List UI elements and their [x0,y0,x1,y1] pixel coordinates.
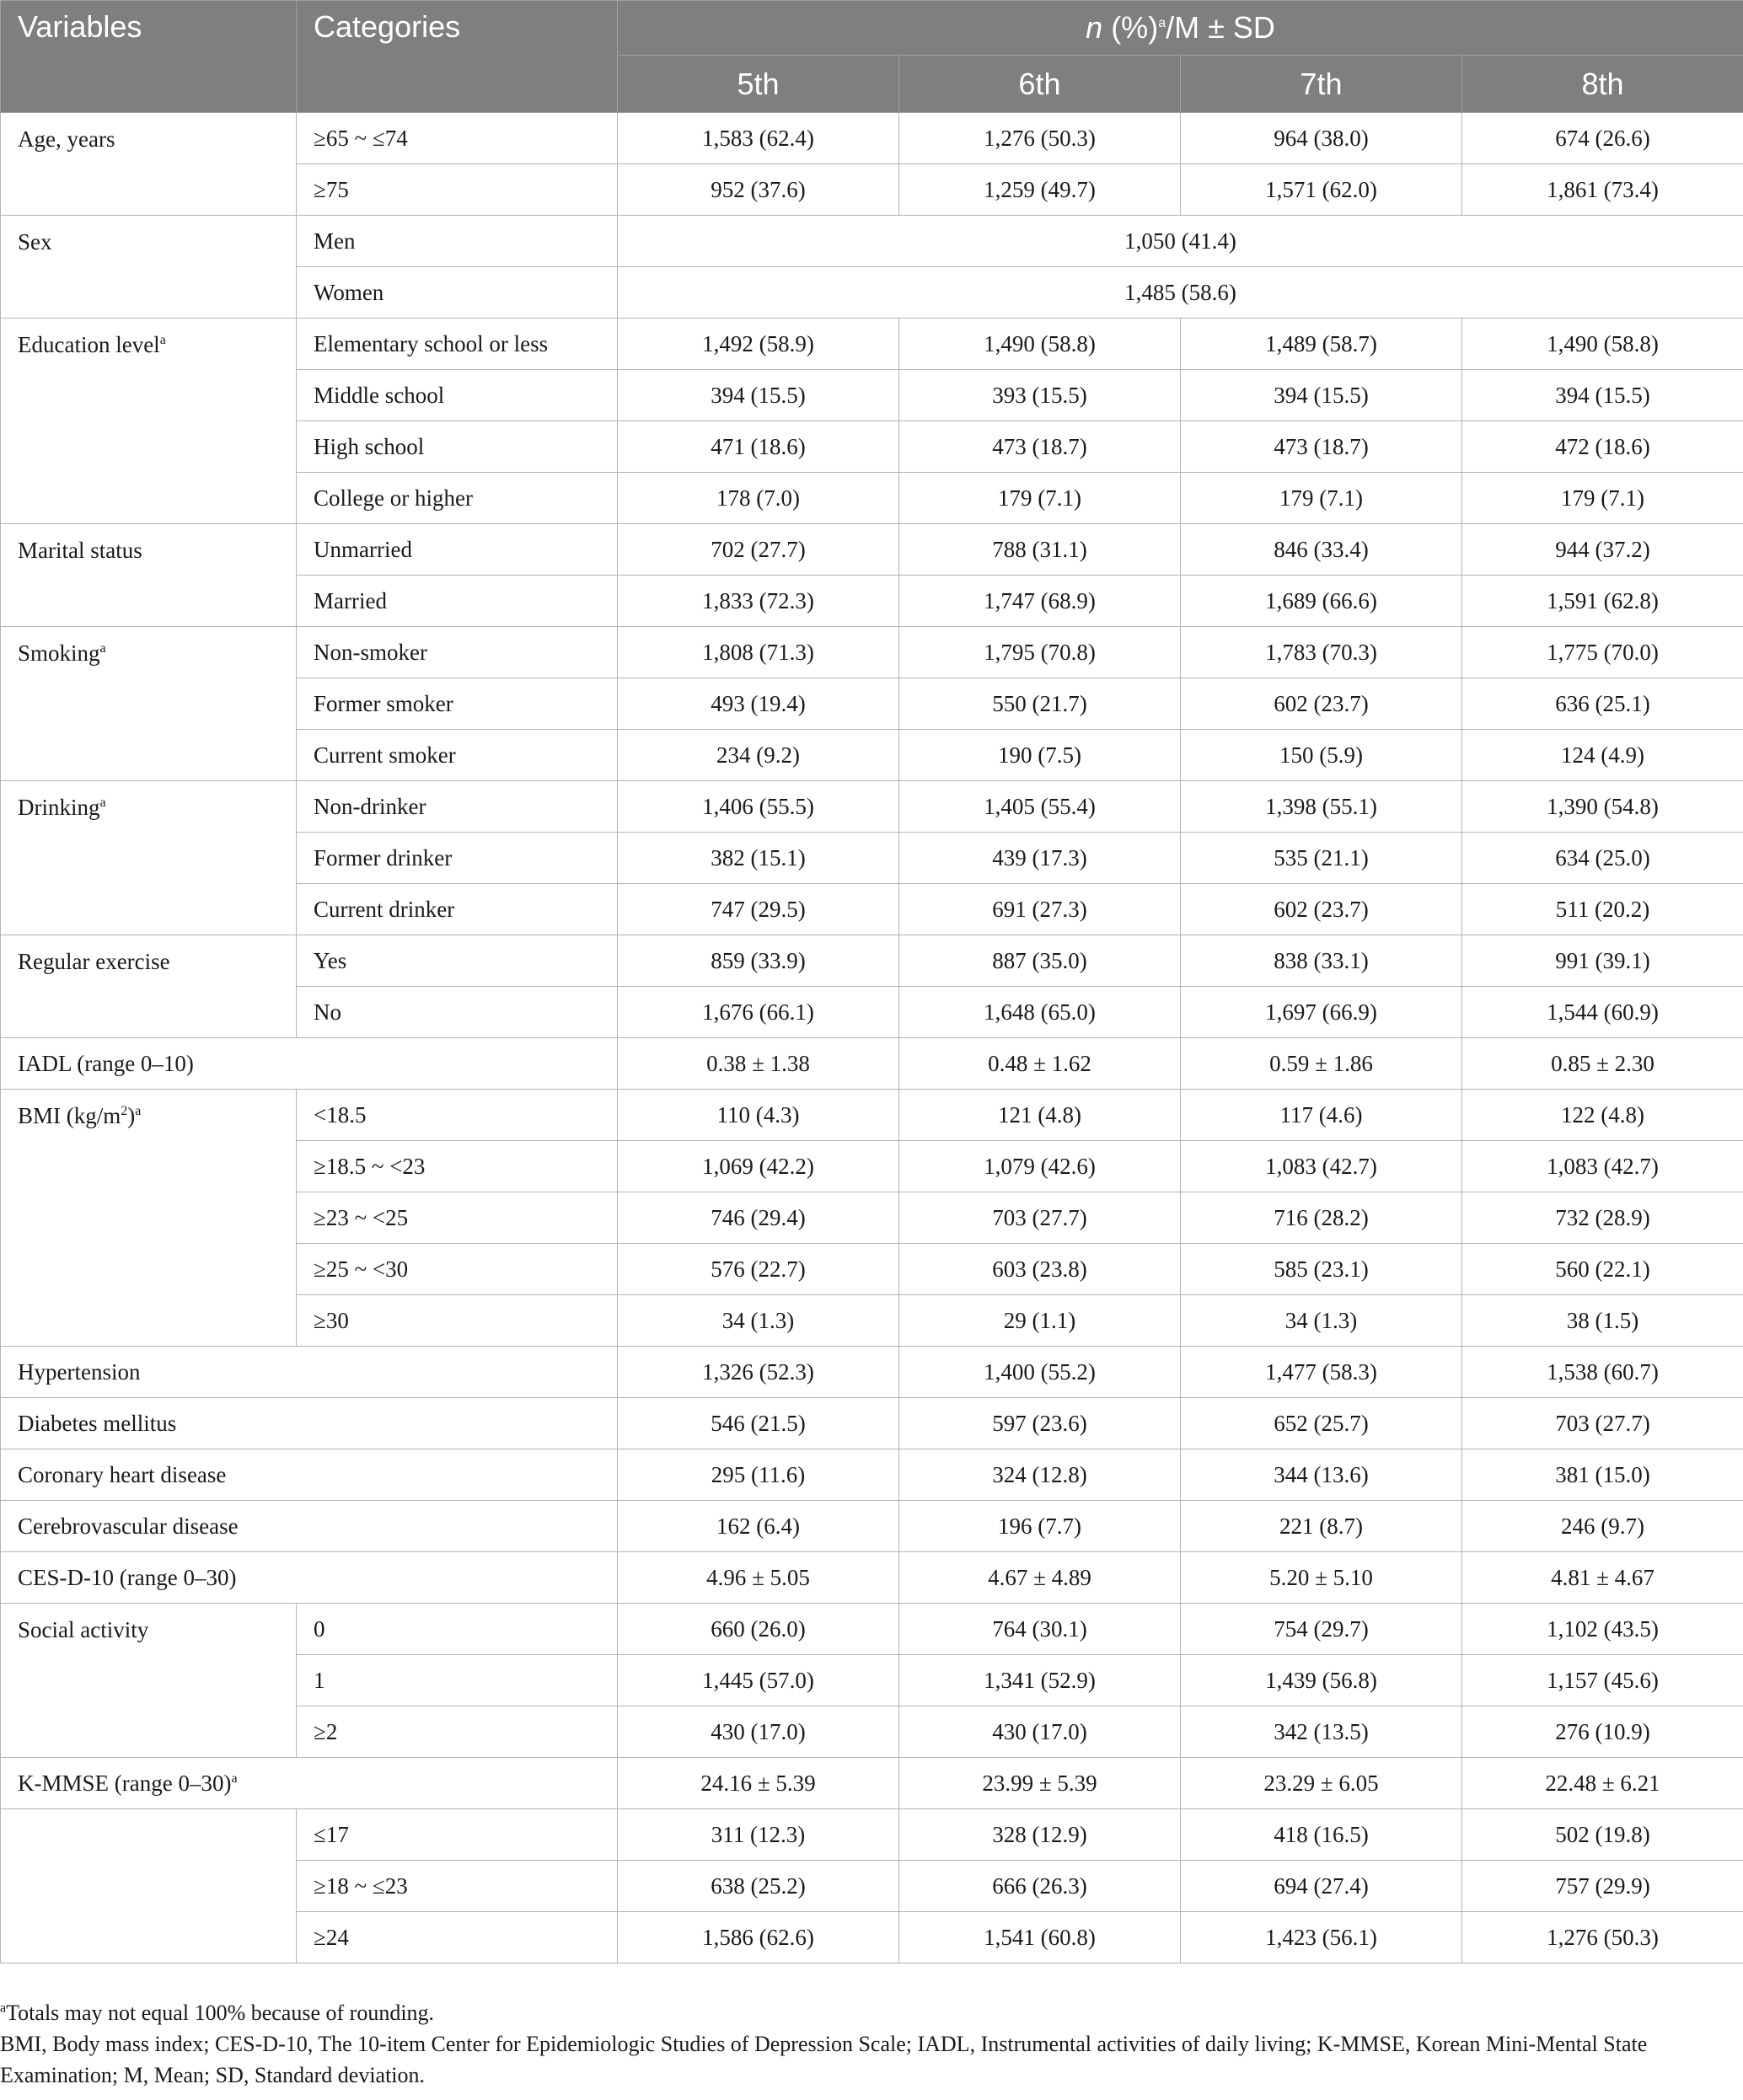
header-wave-5th: 5th [618,56,899,113]
value-cell: 1,445 (57.0) [618,1655,899,1706]
value-cell: 1,069 (42.2) [618,1141,899,1192]
value-cell: 1,861 (73.4) [1462,164,1743,216]
footnote [0,1997,1711,2028]
value-cell: 311 (12.3) [618,1809,899,1861]
value-cell: 4.96 ± 5.05 [618,1552,899,1604]
value-cell: 328 (12.9) [899,1809,1181,1861]
table-row [1,1758,1743,1809]
value-cell: 1,583 (62.4) [618,113,899,164]
table-header [1,1,1743,113]
value-cell-all-waves: 1,050 (41.4) [618,216,1743,267]
value-cell: 1,676 (66.1) [618,987,899,1038]
variable-cell [1,781,297,935]
value-cell: 1,795 (70.8) [899,627,1181,678]
value-cell: 1,689 (66.6) [1181,576,1462,627]
category-cell: Non-drinker [297,781,618,833]
variable-label: Hypertension [18,1358,141,1385]
value-cell: 1,398 (55.1) [1181,781,1462,833]
value-cell: 1,492 (58.9) [618,319,899,370]
value-cell: 1,586 (62.6) [618,1912,899,1963]
category-cell: ≥25 ~ <30 [297,1244,618,1295]
value-cell: 190 (7.5) [899,730,1181,781]
variable-label: Coronary heart disease [18,1461,227,1487]
table-row [1,1552,1743,1604]
value-cell: 0.38 ± 1.38 [618,1038,899,1090]
value-cell: 732 (28.9) [1462,1192,1743,1244]
variable-cell [1,1038,618,1090]
value-cell: 1,747 (68.9) [899,576,1181,627]
table-row [1,113,1743,164]
variable-label-tail: ) [127,1103,136,1128]
value-cell: 493 (19.4) [618,678,899,730]
value-cell: 757 (29.9) [1462,1861,1743,1912]
category-cell: College or higher [297,473,618,524]
variable-cell [1,319,297,524]
value-cell: 473 (18.7) [1181,421,1462,473]
table-body [1,113,1743,1963]
value-cell: 660 (26.0) [618,1604,899,1655]
value-cell: 691 (27.3) [899,884,1181,935]
value-cell: 122 (4.8) [1462,1090,1743,1141]
value-cell: 964 (38.0) [1181,113,1462,164]
value-cell: 1,157 (45.6) [1462,1655,1743,1706]
header-group-msd: /M ± SD [1166,10,1275,45]
value-cell: 702 (27.7) [618,524,899,576]
value-cell: 1,102 (43.5) [1462,1604,1743,1655]
value-cell: 1,490 (58.8) [899,319,1181,370]
header-group-n: n [1086,10,1103,45]
value-cell: 5.20 ± 5.10 [1181,1552,1462,1604]
variable-label: Regular exercise [18,949,170,974]
value-cell: 703 (27.7) [1462,1398,1743,1449]
value-cell: 381 (15.0) [1462,1449,1743,1501]
value-cell: 1,490 (58.8) [1462,319,1743,370]
variable-cell [1,1604,297,1758]
table-row [1,781,1743,833]
variable-cell [1,113,297,216]
header-variables: Variables [1,1,297,113]
value-cell-all-waves: 1,485 (58.6) [618,267,1743,319]
value-cell: 652 (25.7) [1181,1398,1462,1449]
category-cell: 0 [297,1604,618,1655]
value-cell: 1,259 (49.7) [899,164,1181,216]
value-cell: 29 (1.1) [899,1295,1181,1347]
value-cell: 1,808 (71.3) [618,627,899,678]
value-cell: 179 (7.1) [1462,473,1743,524]
value-cell: 1,697 (66.9) [1181,987,1462,1038]
value-cell: 1,541 (60.8) [899,1912,1181,1963]
value-cell: 1,544 (60.9) [1462,987,1743,1038]
value-cell: 0.85 ± 2.30 [1462,1038,1743,1090]
value-cell: 585 (23.1) [1181,1244,1462,1295]
variable-label: CES-D-10 (range 0–30) [18,1564,237,1590]
value-cell: 1,833 (72.3) [618,576,899,627]
value-cell: 4.67 ± 4.89 [899,1552,1181,1604]
value-cell: 597 (23.6) [899,1398,1181,1449]
variable-label: IADL (range 0–10) [18,1050,194,1076]
category-cell: Current drinker [297,884,618,935]
value-cell: 1,079 (42.6) [899,1141,1181,1192]
variable-label: Social activity [18,1617,149,1642]
value-cell: 1,775 (70.0) [1462,627,1743,678]
value-cell: 1,489 (58.7) [1181,319,1462,370]
value-cell: 430 (17.0) [899,1706,1181,1758]
value-cell: 324 (12.8) [899,1449,1181,1501]
value-cell: 944 (37.2) [1462,524,1743,576]
variable-cell [1,1347,618,1398]
category-cell: Middle school [297,370,618,421]
category-cell: ≥18.5 ~ <23 [297,1141,618,1192]
value-cell: 859 (33.9) [618,935,899,987]
variable-label: BMI (kg/m [18,1103,121,1128]
category-cell: ≥2 [297,1706,618,1758]
value-cell: 952 (37.6) [618,164,899,216]
table-row [1,627,1743,678]
value-cell: 22.48 ± 6.21 [1462,1758,1743,1809]
value-cell: 121 (4.8) [899,1090,1181,1141]
value-cell: 1,390 (54.8) [1462,781,1743,833]
variable-cell [1,1090,297,1347]
value-cell: 602 (23.7) [1181,678,1462,730]
value-cell: 1,400 (55.2) [899,1347,1181,1398]
variable-label: Cerebrovascular disease [18,1513,239,1539]
value-cell: 473 (18.7) [899,421,1181,473]
value-cell: 394 (15.5) [1181,370,1462,421]
category-cell: High school [297,421,618,473]
value-cell: 471 (18.6) [618,421,899,473]
value-cell: 162 (6.4) [618,1501,899,1552]
category-cell: ≥65 ~ ≤74 [297,113,618,164]
table-row [1,1398,1743,1449]
value-cell: 382 (15.1) [618,833,899,884]
value-cell: 550 (21.7) [899,678,1181,730]
value-cell: 1,571 (62.0) [1181,164,1462,216]
value-cell: 342 (13.5) [1181,1706,1462,1758]
variable-label: K-MMSE (range 0–30) [18,1770,232,1796]
table-row [1,216,1743,267]
variable-cell [1,1398,618,1449]
value-cell: 23.29 ± 6.05 [1181,1758,1462,1809]
footnote-marker: a [0,2001,7,2016]
category-cell: <18.5 [297,1090,618,1141]
value-cell: 666 (26.3) [899,1861,1181,1912]
value-cell: 634 (25.0) [1462,833,1743,884]
value-cell: 991 (39.1) [1462,935,1743,987]
value-cell: 502 (19.8) [1462,1809,1743,1861]
value-cell: 24.16 ± 5.39 [618,1758,899,1809]
value-cell: 1,276 (50.3) [899,113,1181,164]
value-cell: 234 (9.2) [618,730,899,781]
footnote-marker: a [159,333,166,347]
value-cell: 764 (30.1) [899,1604,1181,1655]
abbreviations-note: BMI, Body mass index; CES-D-10, The 10-item Center for Epidemiologic Studies of Depression Scale; IADL, Instrumental activities of daily living; K-MMSE, Korean Mini-Mental State Examination; M, Mean; SD, Standard deviation. [0,2032,1648,2087]
value-cell: 179 (7.1) [899,473,1181,524]
value-cell: 418 (16.5) [1181,1809,1462,1861]
value-cell: 1,406 (55.5) [618,781,899,833]
category-cell: Married [297,576,618,627]
category-cell: ≥75 [297,164,618,216]
footnote-marker: a [99,796,106,810]
header-wave-7th: 7th [1181,56,1462,113]
table-row [1,1604,1743,1655]
footnote-marker: a [99,641,106,656]
value-cell: 603 (23.8) [899,1244,1181,1295]
value-cell: 23.99 ± 5.39 [899,1758,1181,1809]
value-cell: 1,783 (70.3) [1181,627,1462,678]
value-cell: 1,439 (56.8) [1181,1655,1462,1706]
value-cell: 394 (15.5) [1462,370,1743,421]
category-cell: Non-smoker [297,627,618,678]
value-cell: 246 (9.7) [1462,1501,1743,1552]
value-cell: 636 (25.1) [1462,678,1743,730]
value-cell: 1,423 (56.1) [1181,1912,1462,1963]
header-categories: Categories [297,1,618,113]
variable-cell [1,935,297,1038]
value-cell: 0.59 ± 1.86 [1181,1038,1462,1090]
category-cell: ≥23 ~ <25 [297,1192,618,1244]
value-cell: 788 (31.1) [899,524,1181,576]
value-cell: 546 (21.5) [618,1398,899,1449]
table-row [1,1449,1743,1501]
value-cell: 4.81 ± 4.67 [1462,1552,1743,1604]
value-cell: 178 (7.0) [618,473,899,524]
value-cell: 1,326 (52.3) [618,1347,899,1398]
value-cell: 117 (4.6) [1181,1090,1462,1141]
category-cell: Elementary school or less [297,319,618,370]
header-group-pct: (%) [1102,10,1159,45]
value-cell: 0.48 ± 1.62 [899,1038,1181,1090]
header-group-sup: a [1158,16,1166,30]
variable-label: Sex [18,229,52,254]
value-cell: 838 (33.1) [1181,935,1462,987]
value-cell: 394 (15.5) [618,370,899,421]
value-cell: 430 (17.0) [618,1706,899,1758]
value-cell: 746 (29.4) [618,1192,899,1244]
footnote-marker: a [231,1771,238,1786]
variable-cell [1,1552,618,1604]
value-cell: 196 (7.7) [899,1501,1181,1552]
value-cell: 846 (33.4) [1181,524,1462,576]
footnote-marker: a [135,1104,142,1118]
category-cell: Yes [297,935,618,987]
value-cell: 1,405 (55.4) [899,781,1181,833]
category-cell: ≥30 [297,1295,618,1347]
category-cell: No [297,987,618,1038]
variable-label: Smoking [18,640,100,666]
table-row [1,1090,1743,1141]
category-cell: 1 [297,1655,618,1706]
category-cell: ≥24 [297,1912,618,1963]
value-cell: 295 (11.6) [618,1449,899,1501]
header-wave-6th: 6th [899,56,1181,113]
value-cell: 1,648 (65.0) [899,987,1181,1038]
category-cell: Men [297,216,618,267]
value-cell: 1,477 (58.3) [1181,1347,1462,1398]
value-cell: 703 (27.7) [899,1192,1181,1244]
variable-cell [1,627,297,781]
value-cell: 1,083 (42.7) [1462,1141,1743,1192]
value-cell: 34 (1.3) [1181,1295,1462,1347]
value-cell: 439 (17.3) [899,833,1181,884]
variable-cell [1,1809,297,1963]
value-cell: 472 (18.6) [1462,421,1743,473]
variable-cell [1,1501,618,1552]
variable-label: Age, years [18,126,115,152]
value-cell: 1,341 (52.9) [899,1655,1181,1706]
value-cell: 1,276 (50.3) [1462,1912,1743,1963]
table-row [1,524,1743,576]
value-cell: 179 (7.1) [1181,473,1462,524]
value-cell: 887 (35.0) [899,935,1181,987]
value-cell: 344 (13.6) [1181,1449,1462,1501]
value-cell: 511 (20.2) [1462,884,1743,935]
value-cell: 276 (10.9) [1462,1706,1743,1758]
table-notes [0,1997,1711,2091]
variable-label: Marital status [18,538,142,563]
value-cell: 393 (15.5) [899,370,1181,421]
value-cell: 34 (1.3) [618,1295,899,1347]
table-row [1,1501,1743,1552]
value-cell: 1,083 (42.7) [1181,1141,1462,1192]
category-cell: ≤17 [297,1809,618,1861]
table-row [1,1347,1743,1398]
variable-label: Diabetes mellitus [18,1410,177,1436]
category-cell: Former drinker [297,833,618,884]
value-cell: 576 (22.7) [618,1244,899,1295]
value-cell: 716 (28.2) [1181,1192,1462,1244]
value-cell: 747 (29.5) [618,884,899,935]
variable-label: Education level [18,332,160,357]
variable-cell [1,524,297,627]
table-row [1,1809,1743,1861]
value-cell: 1,538 (60.7) [1462,1347,1743,1398]
header-group-stat [618,1,1743,56]
variable-cell [1,1449,618,1501]
header-wave-8th: 8th [1462,56,1743,113]
category-cell: Current smoker [297,730,618,781]
value-cell: 638 (25.2) [618,1861,899,1912]
category-cell: Unmarried [297,524,618,576]
value-cell: 560 (22.1) [1462,1244,1743,1295]
value-cell: 694 (27.4) [1181,1861,1462,1912]
variable-label: Drinking [18,795,100,820]
category-cell: ≥18 ~ ≤23 [297,1861,618,1912]
value-cell: 124 (4.9) [1462,730,1743,781]
value-cell: 674 (26.6) [1462,113,1743,164]
value-cell: 535 (21.1) [1181,833,1462,884]
table-row [1,1038,1743,1090]
value-cell: 754 (29.7) [1181,1604,1462,1655]
value-cell: 221 (8.7) [1181,1501,1462,1552]
value-cell: 110 (4.3) [618,1090,899,1141]
category-cell: Women [297,267,618,319]
category-cell: Former smoker [297,678,618,730]
value-cell: 150 (5.9) [1181,730,1462,781]
value-cell: 38 (1.5) [1462,1295,1743,1347]
value-cell: 602 (23.7) [1181,884,1462,935]
table-row [1,935,1743,987]
value-cell: 1,591 (62.8) [1462,576,1743,627]
footnote-text: Totals may not equal 100% because of rounding. [6,2001,435,2025]
variable-cell [1,1758,618,1809]
table-row [1,319,1743,370]
variable-exponent: 2 [121,1104,128,1118]
variable-cell [1,216,297,319]
